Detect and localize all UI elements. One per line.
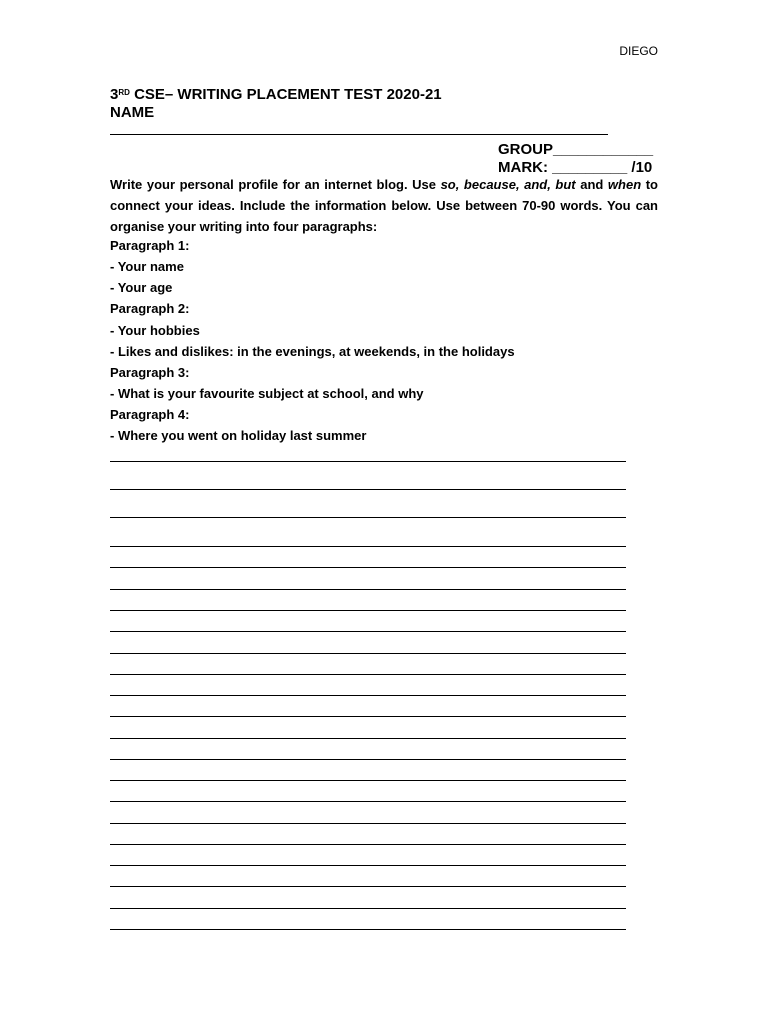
writing-line <box>110 546 626 547</box>
outline-item-age: - Your age <box>110 280 173 295</box>
outline-paragraph-4: Paragraph 4: <box>110 407 190 422</box>
outline-item-name: - Your name <box>110 259 184 274</box>
outline-item-holiday: - Where you went on holiday last summer <box>110 428 367 443</box>
writing-line <box>110 801 626 802</box>
writing-line <box>110 908 626 909</box>
writing-line <box>110 695 626 696</box>
instructions-part-1: Write your personal profile for an internet blog. Use <box>110 177 441 192</box>
group-field: GROUP____________ <box>498 141 654 158</box>
page-title <box>110 86 442 104</box>
header-author: DIEGO <box>619 44 658 58</box>
writing-line <box>110 653 626 654</box>
writing-line <box>110 780 626 781</box>
outline-paragraph-2: Paragraph 2: <box>110 301 190 316</box>
name-label: NAME <box>110 104 155 121</box>
writing-line <box>110 567 626 568</box>
writing-line <box>110 759 626 760</box>
title-grade-suffix: RD <box>118 88 130 97</box>
writing-line <box>110 589 626 590</box>
instructions-part-2: and <box>575 177 608 192</box>
writing-line <box>110 461 626 462</box>
writing-line <box>110 489 626 490</box>
title-text: CSE– WRITING PLACEMENT TEST 2020-21 <box>129 86 442 103</box>
writing-line <box>110 517 626 518</box>
instructions-when: when <box>607 177 642 192</box>
writing-line <box>110 738 626 739</box>
outline-item-likes: - Likes and dislikes: in the evenings, at weekends, in the holidays <box>110 344 515 359</box>
writing-line <box>110 610 626 611</box>
writing-line <box>110 674 626 675</box>
writing-line <box>110 929 626 930</box>
writing-line <box>110 823 626 824</box>
outline-item-subject: - What is your favourite subject at school, and why <box>110 386 424 401</box>
writing-line <box>110 844 626 845</box>
outline-item-hobbies: - Your hobbies <box>110 323 200 338</box>
title-grade-number: 3 <box>110 86 119 103</box>
writing-line <box>110 865 626 866</box>
writing-line <box>110 631 626 632</box>
instructions <box>110 174 658 237</box>
instructions-part-3: to connect your ideas. Include the information below. Use between 70-90 words. You can organise your writing into four paragraphs: <box>110 177 658 234</box>
outline-paragraph-3: Paragraph 3: <box>110 365 190 380</box>
outline-paragraph-1: Paragraph 1: <box>110 238 190 253</box>
writing-line <box>110 716 626 717</box>
writing-line <box>110 886 626 887</box>
instructions-connectors: so, because, and, but <box>440 177 576 192</box>
name-answer-line <box>110 134 608 135</box>
mark-field: MARK: _________ /10 <box>498 159 653 176</box>
